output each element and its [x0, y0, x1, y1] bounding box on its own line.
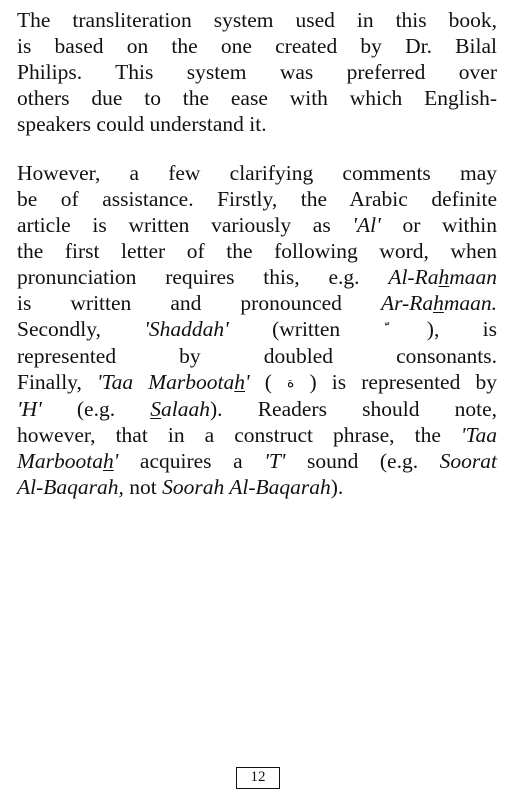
text-run: ), is [383, 317, 498, 341]
paragraph-clarifying-comments [17, 160, 497, 500]
text-run: ) is represented by [294, 370, 497, 394]
italic-term: Soorah Al-Baqarah [162, 475, 331, 499]
text-line: speakers could understand it. [17, 112, 267, 136]
underlined-letter: h [103, 449, 114, 473]
text-run: Al-Ra [388, 265, 439, 289]
text-line [17, 290, 497, 316]
italic-term: Soorat [439, 449, 497, 473]
text-line: Philips. This system was preferred over [17, 60, 497, 84]
text-line [17, 422, 497, 448]
italic-term: 'Shaddah' [144, 317, 229, 341]
taa-marbootah-glyph: ة [287, 375, 295, 391]
text-run: maan. [443, 291, 497, 315]
text-run: however, that in a construct phrase, the [17, 423, 461, 447]
text-run: ' [245, 370, 250, 394]
text-line: the first letter of the following word, when [17, 239, 497, 263]
text-line [17, 369, 497, 396]
text-line [17, 212, 497, 238]
paragraph-transliteration-intro [17, 7, 497, 137]
italic-term: 'T' [264, 449, 286, 473]
text-run: (e.g. [41, 397, 151, 421]
text-run: sound (e.g. [285, 449, 440, 473]
text-run: Secondly, [17, 317, 145, 341]
text-run: or within [380, 213, 498, 237]
underlined-letter: h [438, 265, 450, 289]
text-line [17, 264, 497, 290]
italic-term [381, 291, 497, 315]
text-line [17, 448, 497, 474]
italic-term: Al-Baqarah, [17, 475, 124, 499]
text-run: (written [228, 317, 384, 341]
italic-term: 'Taa [460, 423, 497, 447]
text-line: represented by doubled consonants. [17, 344, 497, 368]
text-run: ' [113, 449, 119, 473]
italic-term [17, 449, 118, 473]
text-line: The transliteration system used in this book, [17, 8, 497, 32]
text-run: Finally, [17, 370, 98, 394]
text-run: Marboota [17, 449, 103, 473]
text-run: ). Readers should note, [210, 397, 497, 421]
italic-term: 'Al' [352, 213, 381, 237]
italic-term [150, 397, 210, 421]
text-run: not [123, 475, 163, 499]
text-run: is written and pronounced [17, 291, 381, 315]
text-line [17, 316, 497, 343]
text-run: maan [449, 265, 497, 289]
underlined-letter: h [234, 370, 245, 394]
text-line: others due to the ease with which English- [17, 86, 497, 110]
text-line: However, a few clarifying comments may [17, 161, 497, 185]
text-line [17, 396, 497, 422]
italic-term: 'H' [17, 397, 42, 421]
text-run: 'Taa Marboota [97, 370, 235, 394]
page-number: 12 [236, 767, 280, 789]
text-run: article is written variously as [17, 213, 353, 237]
underlined-letter: h [433, 291, 444, 315]
italic-term [388, 265, 497, 289]
text-line [17, 474, 497, 500]
text-run: Ar-Ra [380, 291, 434, 315]
underlined-letter: S [150, 397, 162, 421]
text-line: is based on the one created by Dr. Bilal [17, 34, 497, 58]
text-run: ). [330, 475, 344, 499]
text-run: acquires a [118, 449, 265, 473]
text-run: ( [249, 370, 288, 394]
text-run: pronunciation requires this, e.g. [17, 265, 389, 289]
italic-term [97, 370, 250, 394]
text-run: alaah [161, 397, 210, 421]
text-line: be of assistance. Firstly, the Arabic definite [17, 187, 497, 211]
